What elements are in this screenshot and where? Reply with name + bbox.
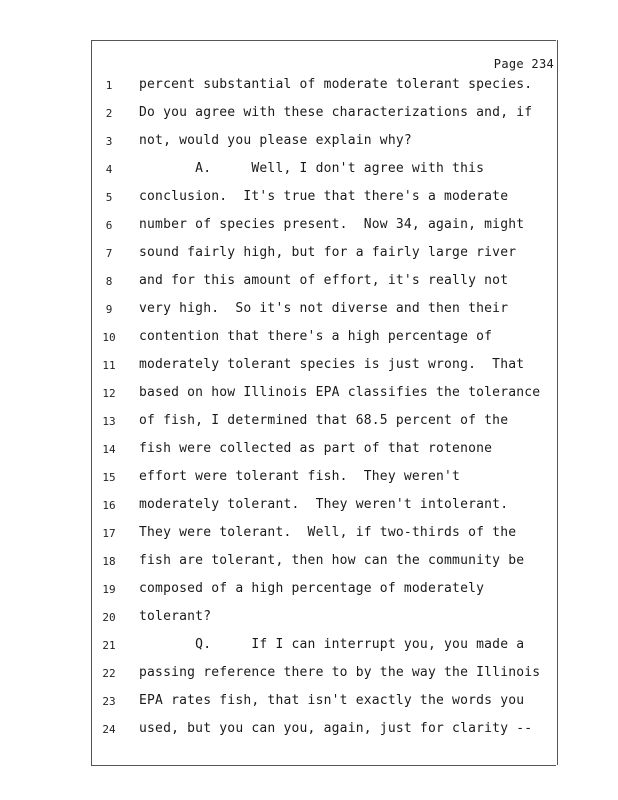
bottom-rule	[91, 765, 556, 766]
line-text: very high. So it's not diverse and then their	[139, 301, 509, 316]
line-number: 20	[102, 611, 116, 624]
transcript-line	[91, 133, 556, 153]
transcript-line	[91, 693, 556, 713]
line-text: composed of a high percentage of moderately	[139, 581, 485, 596]
line-number: 13	[102, 415, 116, 428]
transcript-line	[91, 581, 556, 601]
line-number: 15	[102, 471, 116, 484]
line-number: 16	[102, 499, 116, 512]
transcript-line	[91, 301, 556, 321]
line-number: 22	[102, 667, 116, 680]
line-text: number of species present. Now 34, again, might	[139, 217, 525, 232]
line-number: 7	[105, 247, 113, 260]
transcript-line	[91, 469, 556, 489]
line-number: 17	[102, 527, 116, 540]
line-text: percent substantial of moderate tolerant species.	[139, 77, 533, 92]
transcript-line	[91, 217, 556, 237]
transcript-line	[91, 189, 556, 209]
line-text: sound fairly high, but for a fairly large river	[139, 245, 517, 260]
line-text: based on how Illinois EPA classifies the tolerance	[139, 385, 541, 400]
line-number: 14	[102, 443, 116, 456]
transcript-line	[91, 273, 556, 293]
line-number: 9	[105, 303, 113, 316]
transcript-line	[91, 721, 556, 741]
line-text: and for this amount of effort, it's really not	[139, 273, 509, 288]
transcript-line	[91, 441, 556, 461]
line-number: 19	[102, 583, 116, 596]
line-text: A. Well, I don't agree with this	[139, 161, 485, 176]
line-number: 10	[102, 331, 116, 344]
transcript-line	[91, 385, 556, 405]
line-number: 8	[105, 275, 113, 288]
line-text: conclusion. It's true that there's a moderate	[139, 189, 509, 204]
line-text: not, would you please explain why?	[139, 133, 412, 148]
line-text: moderately tolerant species is just wrong. That	[139, 357, 525, 372]
line-text: passing reference there to by the way the Illinois	[139, 665, 541, 680]
line-text: They were tolerant. Well, if two-thirds of the	[139, 525, 517, 540]
line-number: 2	[105, 107, 113, 120]
line-text: Q. If I can interrupt you, you made a	[139, 637, 525, 652]
line-number: 1	[105, 79, 113, 92]
line-number: 5	[105, 191, 113, 204]
transcript-line	[91, 357, 556, 377]
transcript-line	[91, 637, 556, 657]
transcript-line	[91, 497, 556, 517]
page-number: Page 234	[493, 57, 554, 71]
transcript-line	[91, 609, 556, 629]
line-number: 4	[105, 163, 113, 176]
top-rule	[91, 40, 556, 41]
line-number: 11	[102, 359, 116, 372]
line-text: moderately tolerant. They weren't intolerant.	[139, 497, 509, 512]
line-text: of fish, I determined that 68.5 percent of the	[139, 413, 509, 428]
line-number: 18	[102, 555, 116, 568]
transcript-line	[91, 161, 556, 181]
line-number: 23	[102, 695, 116, 708]
transcript-line	[91, 413, 556, 433]
transcript-line	[91, 245, 556, 265]
line-number: 12	[102, 387, 116, 400]
transcript-line	[91, 105, 556, 125]
line-number: 3	[105, 135, 113, 148]
transcript-line	[91, 665, 556, 685]
transcript-line	[91, 553, 556, 573]
line-text: Do you agree with these characterizations and, if	[139, 105, 533, 120]
line-text: used, but you can you, again, just for clarity --	[139, 721, 533, 736]
transcript-line	[91, 525, 556, 545]
transcript-line	[91, 77, 556, 97]
line-text: tolerant?	[139, 609, 212, 624]
line-number: 6	[105, 219, 113, 232]
line-text: effort were tolerant fish. They weren't	[139, 469, 461, 484]
line-text: contention that there's a high percentage of	[139, 329, 493, 344]
line-number: 24	[102, 723, 116, 736]
line-text: fish were collected as part of that rotenone	[139, 441, 493, 456]
transcript-line	[91, 329, 556, 349]
line-text: EPA rates fish, that isn't exactly the words you	[139, 693, 525, 708]
line-text: fish are tolerant, then how can the community be	[139, 553, 525, 568]
line-number: 21	[102, 639, 116, 652]
